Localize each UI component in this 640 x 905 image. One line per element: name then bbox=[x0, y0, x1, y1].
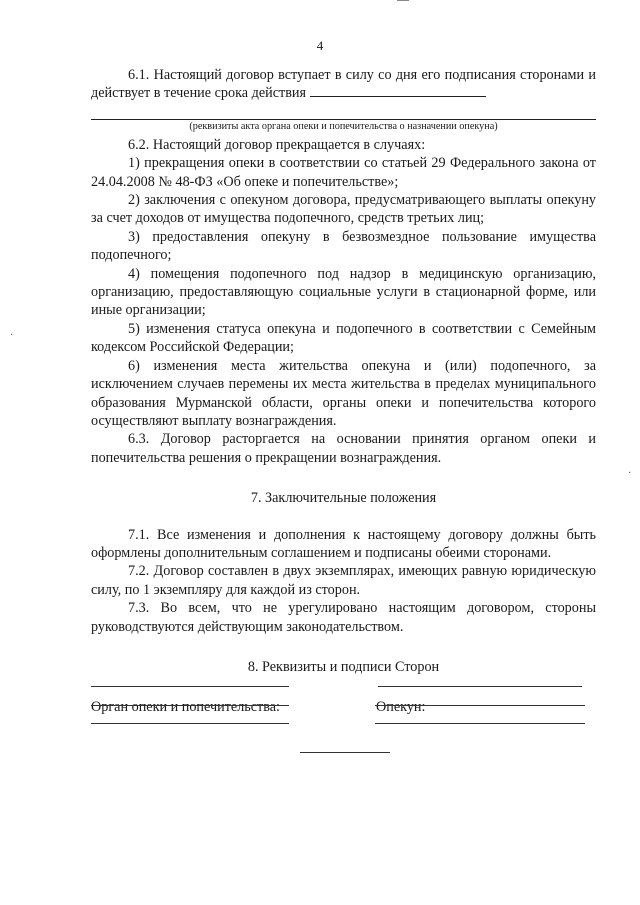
guardian-label: Опекун: bbox=[376, 699, 426, 716]
clause-7-1: 7.1. Все изменения и дополнения к настоящему договору должны быть оформлены дополнительным соглашением и подписаны обеими сторонами. bbox=[91, 526, 596, 561]
section-7-title: 7. Заключительные положения bbox=[250, 490, 437, 507]
top-mark bbox=[397, 0, 409, 1]
list-item: 5) изменения статуса опекуна и подопечного в соответствии с Семейным кодексом Российской Федерации; bbox=[91, 320, 596, 356]
authority-signature-line-1[interactable] bbox=[91, 686, 289, 687]
authority-signature-line-2[interactable] bbox=[91, 705, 289, 706]
scan-speck: · bbox=[628, 468, 632, 479]
fill-in-line[interactable] bbox=[91, 105, 596, 120]
clause-6-1-text: 6.1. Настоящий договор вступает в силу со дня его подписания сторонами и действует в течение срока действия bbox=[91, 67, 596, 102]
list-item: 4) помещения подопечного под надзор в медицинскую организацию, организацию, предоставляющую социальные услуги в стационарной форме, или иные организации; bbox=[91, 265, 596, 319]
clause-7-3: 7.3. Во всем, что не урегулировано настоящим договором, стороны руководствуются действующим законодательством. bbox=[91, 600, 596, 635]
clause-7-2: 7.2. Договор составлен в двух экземплярах, имеющих равную юридическую силу, по 1 экземпляру для каждой из сторон. bbox=[91, 563, 596, 598]
list-item: 2) заключения с опекуном договора, предусматривающего выплаты опекуну за счет доходов от имущества подопечного, средств третьих лиц; bbox=[91, 192, 596, 227]
fill-in-blank[interactable] bbox=[310, 84, 486, 97]
guardian-signature-line-2[interactable] bbox=[375, 705, 585, 706]
clause-6-1-caption: (реквизиты акта органа опеки и попечительства о назначении опекуна) bbox=[189, 120, 498, 132]
section-8-title: 8. Реквизиты и подписи Сторон bbox=[247, 658, 440, 675]
guardian-signature-line-1[interactable] bbox=[378, 686, 582, 687]
list-item: 1) прекращения опеки в соответствии со статьей 29 Федерального закона от 24.04.2008 № 48-ФЗ «Об опеке и попечительстве»; bbox=[91, 155, 596, 190]
clause-6-3: 6.3. Договор расторгается на основании принятия органом опеки и попечительства решения о прекращении вознаграждения. bbox=[91, 431, 596, 466]
list-item: 3) предоставления опекуну в безвозмездное пользование имущества подопечного; bbox=[91, 228, 596, 264]
page-number: 4 bbox=[316, 38, 324, 53]
clause-6-2-intro: 6.2. Настоящий договор прекращается в случаях: bbox=[128, 136, 426, 153]
guardian-signature-line-3[interactable] bbox=[375, 723, 585, 724]
document-body bbox=[91, 66, 596, 724]
guardianship-authority-label: Орган опеки и попечительства: bbox=[91, 699, 280, 716]
signature-labels bbox=[91, 698, 596, 724]
scan-speck: · bbox=[10, 330, 14, 341]
authority-signature-line-3[interactable] bbox=[91, 723, 289, 724]
list-item: 6) изменения места жительства опекуна и (или) подопечного, за исключением случаев перемены их места жительства в пределах муниципального образования Мурманской области, органы опеки и попечительства которого осуществляют выплату вознаграждения. bbox=[91, 357, 596, 429]
date-line[interactable] bbox=[300, 752, 390, 753]
clause-6-1 bbox=[91, 66, 596, 103]
